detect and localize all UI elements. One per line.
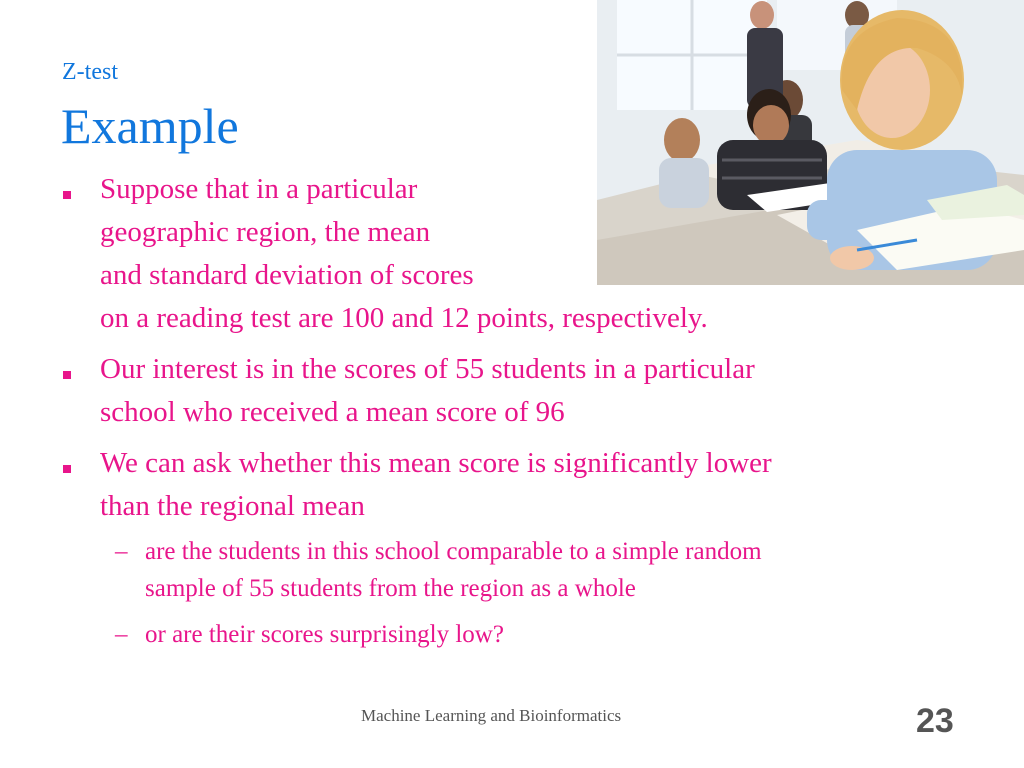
bullet-line: We can ask whether this mean score is significantly lower [100, 447, 772, 479]
bullet-line: Our interest is in the scores of 55 students in a particular [100, 353, 755, 385]
sub-bullet-line: or are their scores surprisingly low? [145, 621, 504, 648]
footer-text: Machine Learning and Bioinformatics [361, 706, 622, 725]
dash-marker: – [115, 621, 128, 648]
classroom-photo [597, 0, 1024, 285]
sub-bullet-line: are the students in this school comparable to a simple random [145, 538, 762, 565]
slide-title: Example [61, 98, 239, 154]
sub-bullet-line: sample of 55 students from the region as a whole [145, 575, 636, 602]
page-number: 23 [916, 702, 954, 740]
bullet-line: on a reading test are 100 and 12 points, respectively. [100, 302, 708, 334]
bullet-line: school who received a mean score of 96 [100, 396, 565, 428]
bullet-line: geographic region, the mean [100, 216, 431, 248]
square-bullet-icon [63, 465, 71, 473]
classroom-illustration [597, 0, 1024, 285]
bullet-line: than the regional mean [100, 490, 365, 522]
dash-marker: – [115, 538, 128, 565]
slide-subtitle: Z-test [62, 59, 118, 85]
square-bullet-icon [63, 371, 71, 379]
bullet-line: and standard deviation of scores [100, 259, 474, 291]
square-bullet-icon [63, 191, 71, 199]
bullet-line: Suppose that in a particular [100, 173, 418, 205]
